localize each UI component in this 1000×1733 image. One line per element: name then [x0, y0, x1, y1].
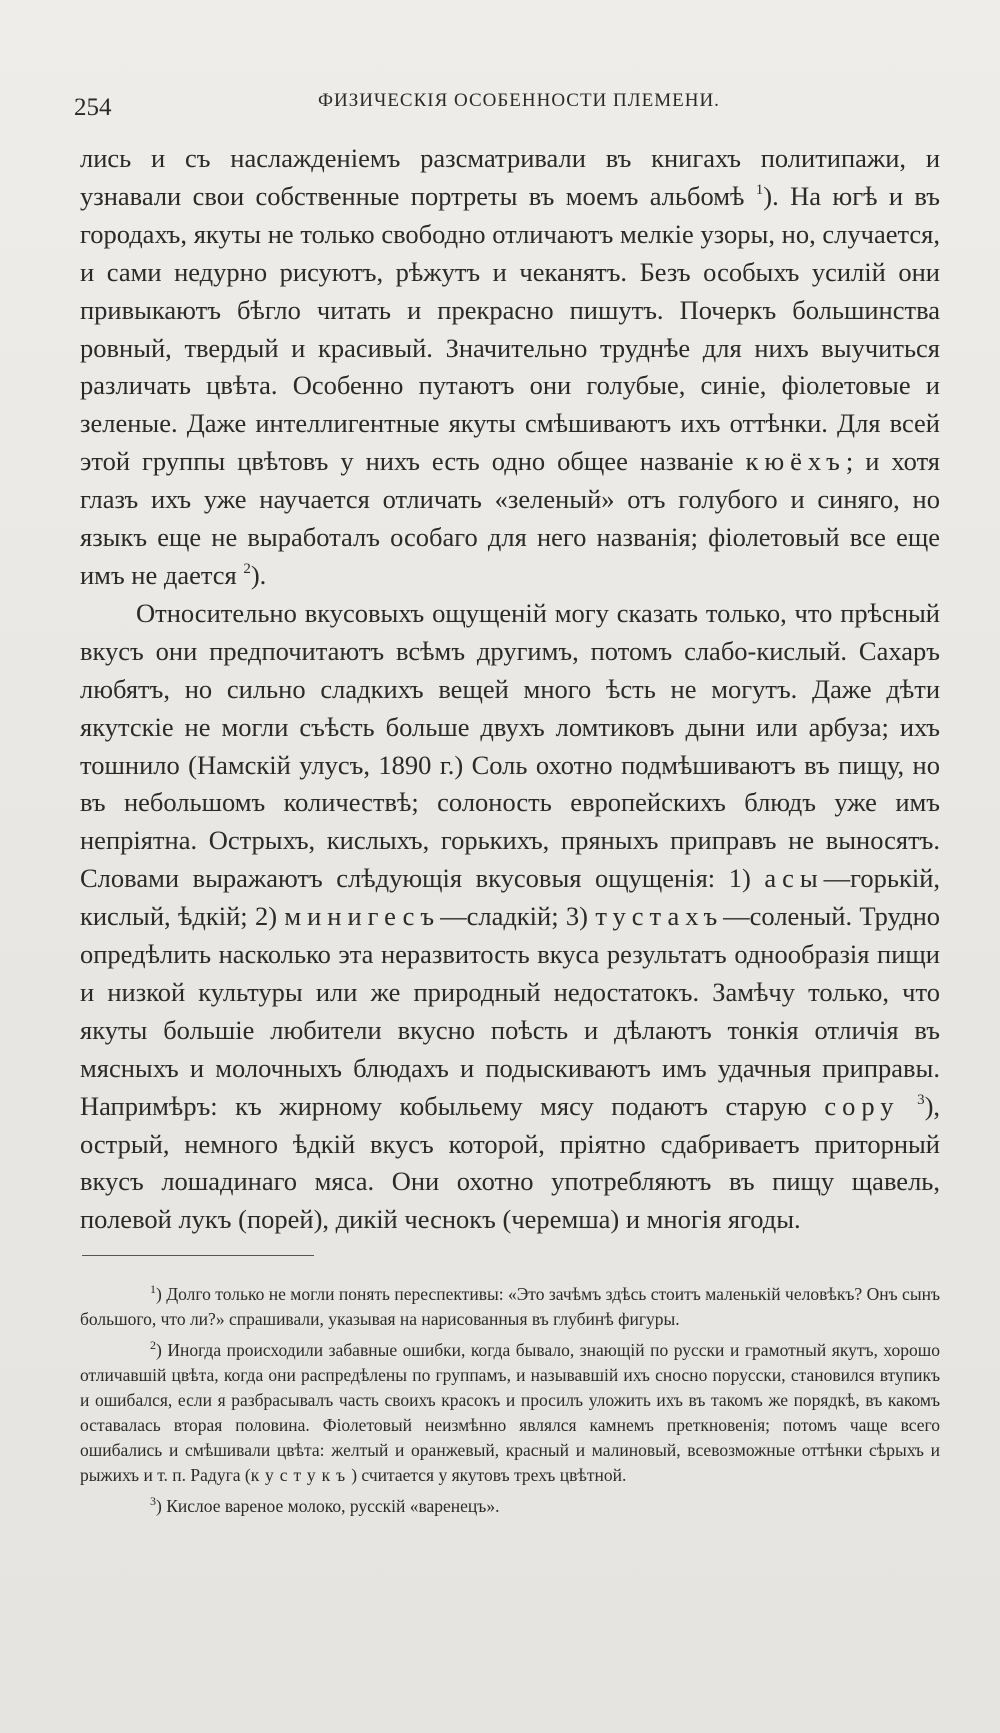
footnote-ref-3: 3	[917, 1091, 925, 1108]
spaced-term-sora: сору	[824, 1090, 900, 1121]
footnotes	[80, 1282, 940, 1525]
paragraph-1: лись и съ наслажденіемъ разсматривали въ книгахъ политипажи, и узнавали свои собственные портреты въ моемъ альбомѣ $^1$). На югѣ и въ городахъ, якуты не только свободно отличаютъ мелкіе узоры, но, случается, и сами недурно рисуютъ, рѣжутъ и чеканятъ. Безъ особыхъ усилій они привыкаютъ бѣгло читать и прекрасно пишутъ. Почеркъ большинства ровный, твердый и красивый. Значительно труднѣе для нихъ выучиться различать цвѣта. Особенно путаютъ они голубые, синіе, фіолетовые и зеленые. Даже интеллигентные якуты смѣшиваютъ ихъ оттѣнки. Для всей этой группы цвѣтовъ у нихъ есть одно общее названіе кюёхъ; и хотя глазъ ихъ уже научается отличать «зеленый» отъ голубого и синяго, но языкъ еще не выработалъ особаго для него названія; фіолетовый все еще имъ не дается $^2$).	[80, 143, 940, 590]
footnote-3: $^3$) Кислое вареное молоко, русскій «варенецъ».	[150, 1494, 500, 1516]
paragraph-2: Относительно вкусовыхъ ощущеній могу сказать только, что прѣсный вкусъ они предпочитаютъ всѣмъ другимъ, потомъ слабо-кислый. Сахаръ любятъ, но сильно сладкихъ вещей много ѣсть не могутъ. Даже дѣти якутскіе не могли съѣсть больше двухъ ломтиковъ дыни или арбуза; ихъ тошнило (Намскій улусъ, 1890 г.) Соль охотно подмѣшиваютъ въ пищу, но въ небольшомъ количествѣ; солоность европейскихъ блюдъ уже имъ непріятна. Острыхъ, кислыхъ, горькихъ, пряныхъ приправъ не выносятъ. Словами выражаютъ слѣдующія вкусовыя ощущенія: 1) асы—горькій, кислый, ѣдкій; 2) минигесъ—сладкій; 3) тустахъ—соленый. Трудно опредѣлить насколько эта неразвитость вкуса результатъ однообразія пищи и низкой культуры или же природный недостатокъ. Замѣчу только, что якуты большіе любители вкусно поѣсть и дѣлаютъ тонкія отличія въ мясныхъ и молочныхъ блюдахъ и подыскиваютъ имъ удачныя приправы. Напримѣръ: къ жирному кобыльему мясу подаютъ старую сору $^3$), острый, немного ѣдкій вкусъ которой, пріятно сдабриваетъ приторный вкусъ лошадинаго мяса. Они охотно употребляютъ въ пищу щавель, полевой лукъ (порей), дикій чеснокъ (черемша) и многія ягоды.	[80, 597, 941, 1235]
footnote-1: $^1$) Долго только не могли понять переспективы: «Это зачѣмъ здѣсь стоитъ маленькій человѣкъ? Онъ сынъ большого, что ли?» спрашивали, указывая на нарисованныя въ глубинѣ фигуры.	[80, 1282, 940, 1329]
main-text	[80, 140, 940, 1239]
spaced-term-minigis: минигесъ	[284, 901, 441, 932]
page-header	[0, 86, 1000, 126]
footnote-ref-1: 1	[755, 181, 764, 198]
page-number: 254	[74, 94, 112, 121]
spaced-term-kustuk: кустукъ	[250, 1465, 352, 1485]
spaced-term-tustakh: тустахъ	[595, 901, 724, 932]
footnote-2: $^2$) Иногда происходили забавные ошибки, когда бывало, знающій по русски и грамотный якутъ, хорошо отличавшій цвѣта, когда они распредѣлены по группамъ, и называвшій ихъ сносно порусски, становился втупикъ и ошибался, если я разбрасывалъ часть своихъ красокъ и просилъ уложить ихъ въ такомъ же порядкѣ, въ какомъ оставалась вторая половина. Фіолетовый неизмѣнно являлся камнемъ преткновенія; потомъ чаще всего ошибались и смѣшивали цвѣта: желтый и оранжевый, красный и малиновый, всевозможные оттѣнки сѣрыхъ и рыжихъ и т. п. Радуга (кустукъ) считается у якутовъ трехъ цвѣтной.	[80, 1338, 940, 1485]
spaced-term-kyuyokh: кюёхъ	[745, 446, 846, 477]
footnote-ref-2: 2	[243, 560, 251, 577]
running-head: ФИЗИЧЕСКІЯ ОСОБЕННОСТИ ПЛЕМЕНИ.	[318, 90, 720, 111]
spaced-term-asy: асы	[764, 863, 824, 894]
footnote-divider	[82, 1255, 314, 1256]
